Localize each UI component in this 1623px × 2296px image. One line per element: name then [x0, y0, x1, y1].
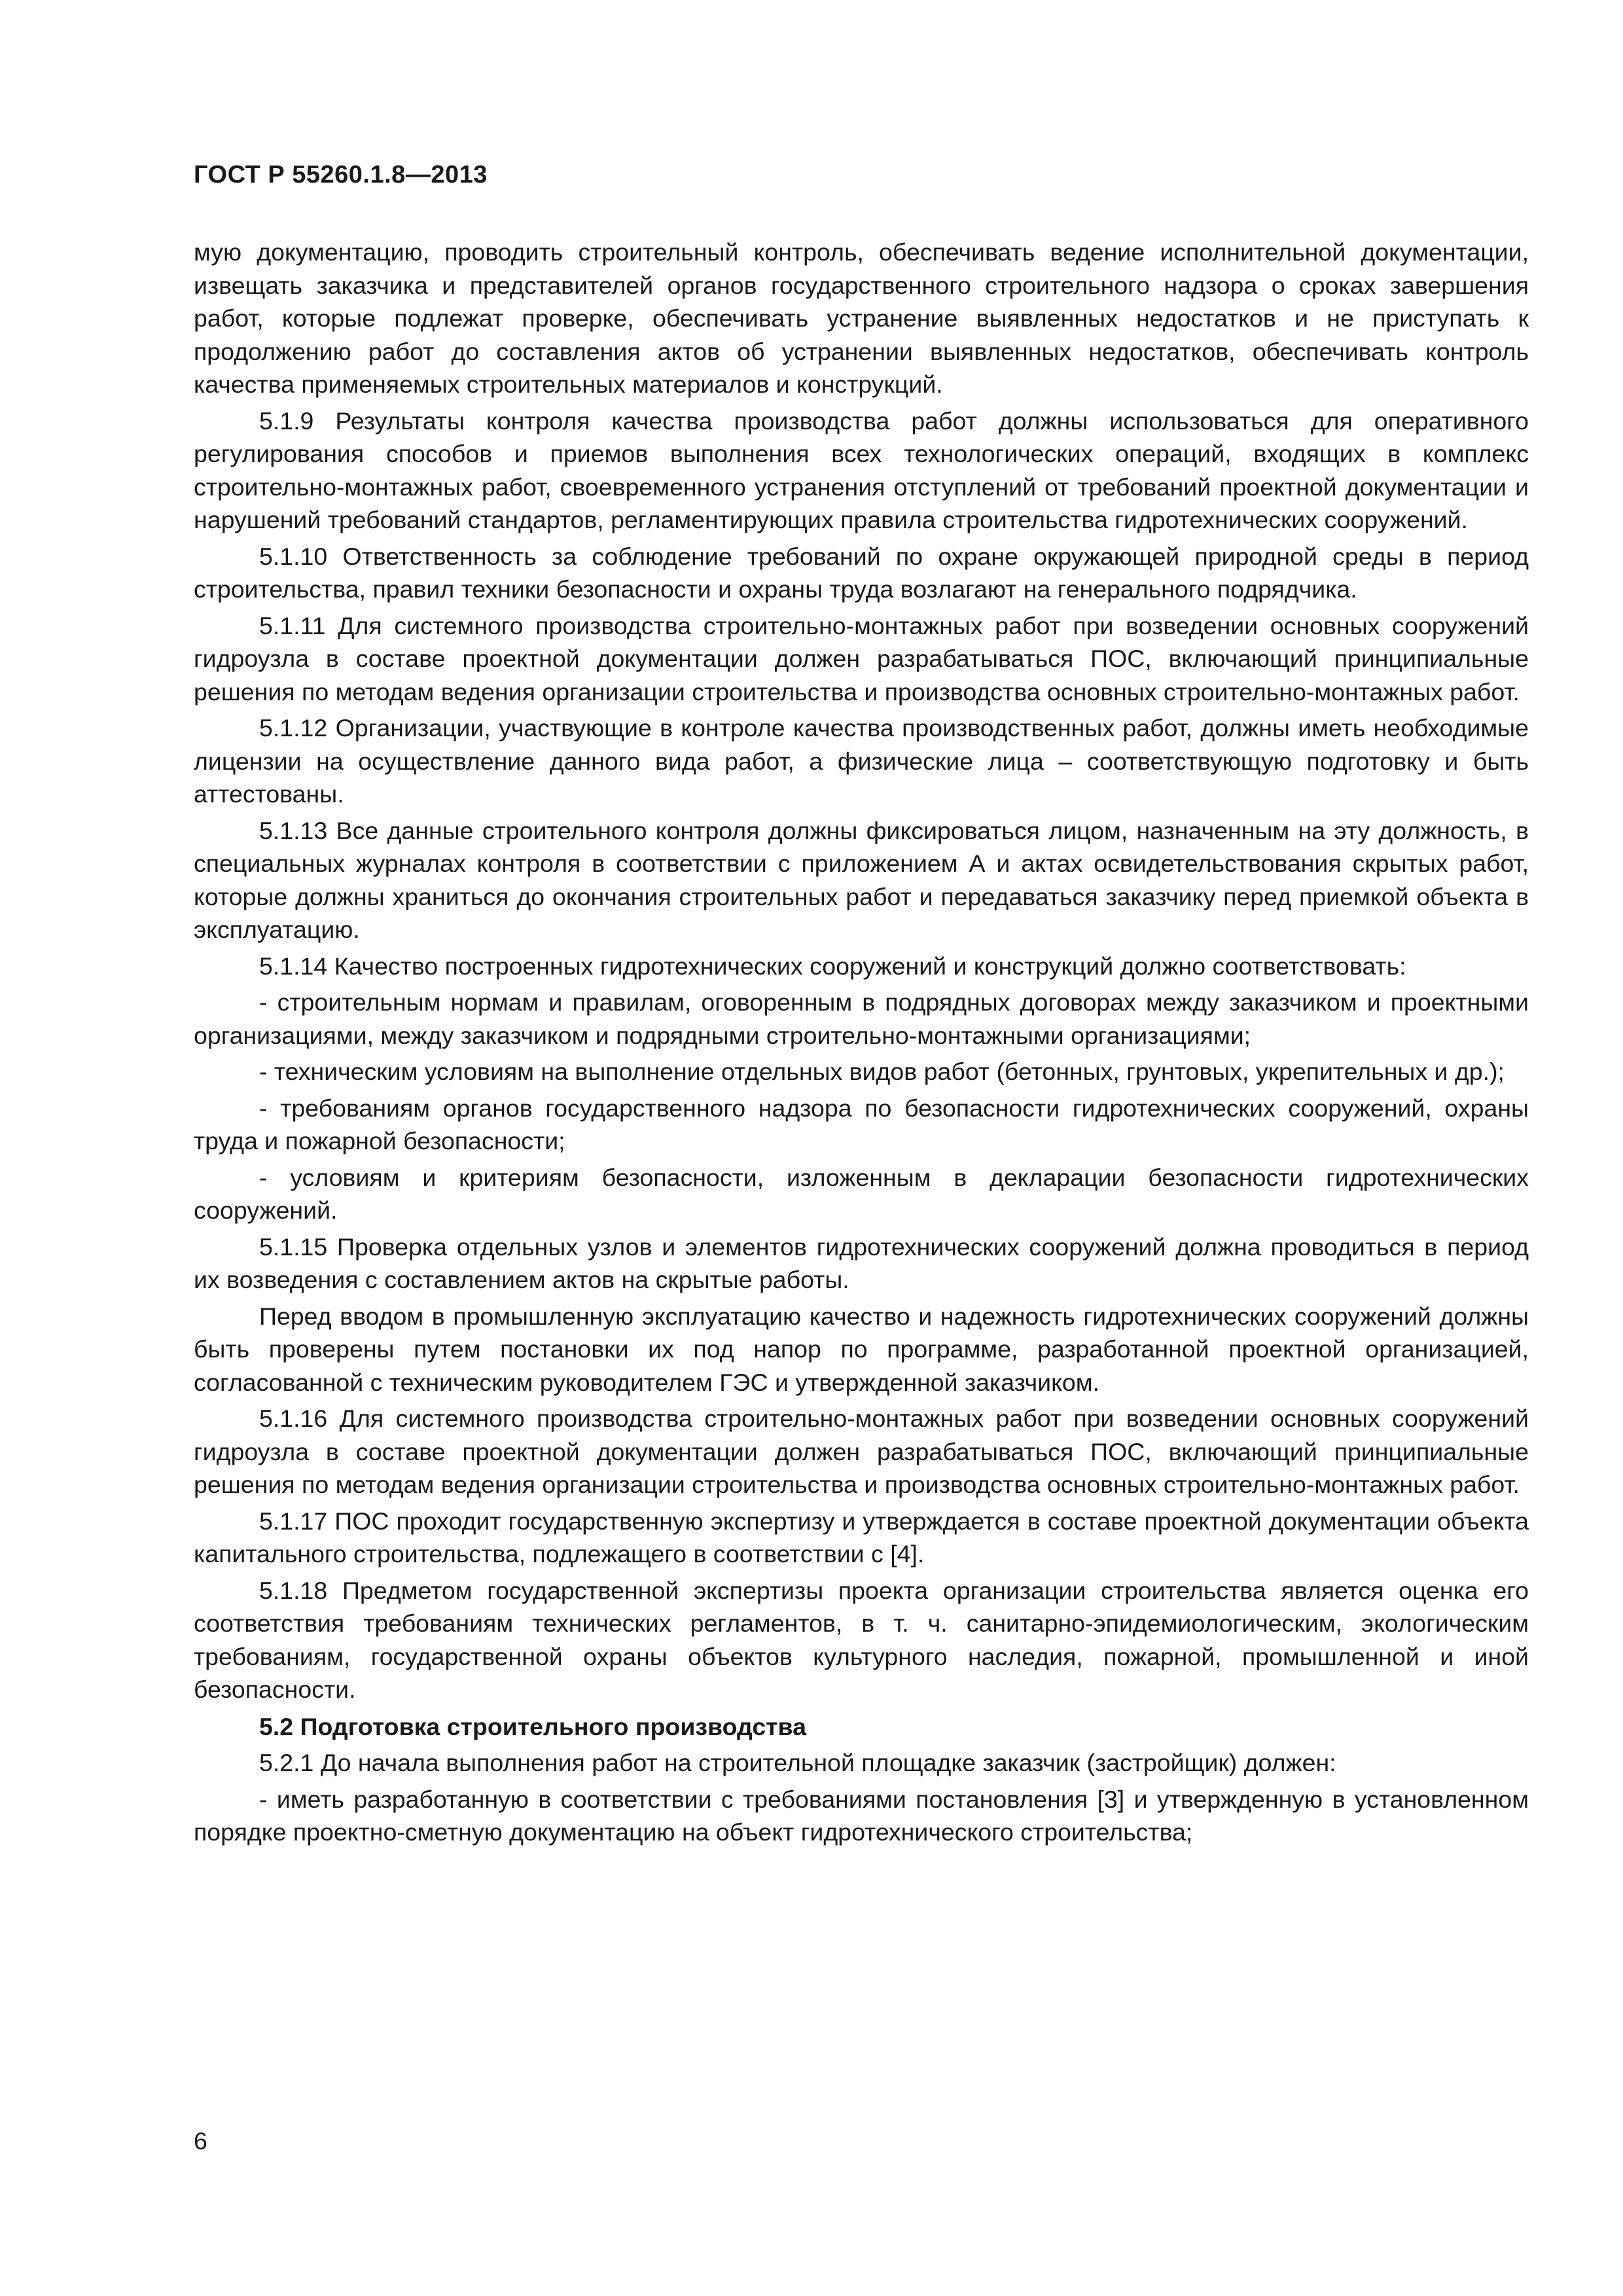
- paragraph: 5.1.18 Предметом государственной экспертизы проекта организации строительства является оценка его соответствия требованиям технических регламентов, в т. ч. санитарно-эпидемиологическим, экологическим требованиям, государственной охраны объектов культурного наследия, пожарной, промышленной и иной безопасности.: [194, 1576, 1529, 1703]
- paragraph: 5.1.10 Ответственность за соблюдение требований по охране окружающей природной среды в период строительства, правил техники безопасности и охраны труда возлагают на генерального подрядчика.: [194, 542, 1529, 603]
- list-item: - требованиям органов государственного надзора по безопасности гидротехнических сооружений, охраны труда и пожарной безопасности;: [194, 1094, 1529, 1155]
- list-item: - иметь разработанную в соответствии с требованиями постановления [3] и утвержденную в установленном порядке проектно-сметную документацию на объект гидротехнического строительства;: [194, 1785, 1529, 1846]
- paragraph: 5.1.14 Качество построенных гидротехнических сооружений и конструкций должно соответствовать:: [259, 952, 1406, 980]
- section-heading: 5.2 Подготовка строительного производства: [259, 1712, 806, 1740]
- paragraph: 5.1.9 Результаты контроля качества производства работ должны использоваться для оперативного регулирования способов и приемов выполнения всех технологических операций, входящих в комплекс строительно-монтажных работ, своевременного устранения отступлений от требований проектной документации и нарушений требований стандартов, регламентирующих правила строительства гидротехнических сооружений.: [194, 406, 1529, 533]
- list-item: - строительным нормам и правилам, оговоренным в подрядных договорах между заказчиком и проектными организациями, между заказчиком и подрядными строительно-монтажными организациями;: [194, 988, 1529, 1049]
- paragraph: 5.1.12 Организации, участвующие в контроле качества производственных работ, должны иметь необходимые лицензии на осуществление данного вида работ, а физические лица – соответствующую подготовку и быть аттестованы.: [194, 714, 1529, 808]
- paragraph: Перед вводом в промышленную эксплуатацию качество и надежность гидротехнических сооружений должны быть проверены путем постановки их под напор по программе, разработанной проектной организацией, согласованной с техническим руководителем ГЭС и утвержденной заказчиком.: [194, 1302, 1529, 1396]
- list-item: - условиям и критериям безопасности, изложенным в декларации безопасности гидротехнических сооружений.: [194, 1163, 1529, 1224]
- paragraph: 5.1.13 Все данные строительного контроля должны фиксироваться лицом, назначенным на эту должность, в специальных журналах контроля в соответствии с приложением А и актах освидетельствования скрытых работ, которые должны храниться до окончания строительных работ и передаваться заказчику перед приемкой объекта в эксплуатацию.: [194, 816, 1529, 943]
- document-body: [194, 236, 1529, 1852]
- list-item: - техническим условиям на выполнение отдельных видов работ (бетонных, грунтовых, укрепительных и др.);: [259, 1058, 1505, 1085]
- paragraph: 5.2.1 До начала выполнения работ на строительной площадке заказчик (застройщик) должен:: [259, 1749, 1336, 1776]
- paragraph: 5.1.16 Для системного производства строительно-монтажных работ при возведении основных сооружений гидроузла в составе проектной документации должен разрабатываться ПОС, включающий принципиальные решения по методам ведения организации строительства и производства основных строительно-монтажных работ.: [194, 1405, 1529, 1498]
- paragraph: 5.1.11 Для системного производства строительно-монтажных работ при возведении основных сооружений гидроузла в составе проектной документации должен разрабатываться ПОС, включающий принципиальные решения по методам ведения организации строительства и производства основных строительно-монтажных работ.: [194, 611, 1529, 706]
- paragraph: мую документацию, проводить строительный контроль, обеспечивать ведение исполнительной документации, извещать заказчика и представителей органов государственного строительного надзора о сроках завершения работ, которые подлежат проверке, обеспечивать устранение выявленных недостатков и не приступать к продолжению работ до составления актов об устранении выявленных недостатков, обеспечивать контроль качества применяемых строительных материалов и конструкций.: [194, 238, 1529, 398]
- paragraph: 5.1.17 ПОС проходит государственную экспертизу и утверждается в составе проектной документации объекта капитального строительства, подлежащего в соответствии с [4].: [194, 1507, 1529, 1568]
- document-header: ГОСТ Р 55260.1.8—2013: [194, 161, 488, 188]
- paragraph: 5.1.15 Проверка отдельных узлов и элементов гидротехнических сооружений должна проводиться в период их возведения с составлением актов на скрытые работы.: [194, 1232, 1529, 1293]
- page-number: 6: [194, 2127, 207, 2155]
